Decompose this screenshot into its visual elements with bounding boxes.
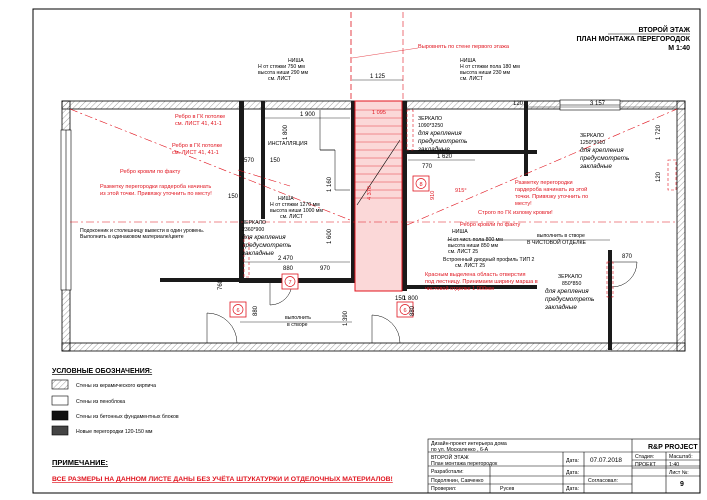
niche-3-ref: см. ЛИСТ — [280, 214, 303, 220]
tb-sheet-name-1: ВТОРОЙ ЭТАЖ — [431, 455, 469, 461]
dim-1125: 1 125 — [370, 74, 386, 80]
red-notes — [100, 44, 588, 292]
dim-970: 970 — [320, 266, 331, 272]
tb-developed-label: Разработали: — [431, 469, 464, 475]
note-roof-rib-2: Ребро кровли по факту — [460, 222, 521, 228]
room-tag-6a: 6 — [236, 308, 240, 314]
mirror-4-size: 850*850 — [562, 281, 582, 287]
wall-stair-right — [402, 101, 407, 291]
door-right — [612, 262, 637, 287]
legend-swatch-new — [52, 426, 68, 435]
dim-1800-a: 1 800 — [283, 124, 289, 140]
dim-880-c: 880 — [410, 305, 416, 316]
tb-sheet-label: Лист №: — [669, 470, 689, 476]
niche-1-ref: см. ЛИСТ — [268, 76, 291, 82]
note-wardrobe-2d: месту! — [515, 201, 532, 207]
niche-3-h: Н от стяжки 1270 мм — [270, 202, 320, 208]
note-heading: ПРИМЕЧАНИЕ: — [52, 458, 109, 467]
door-room-6-right — [372, 315, 400, 343]
tb-date-label-2: Дата: — [566, 470, 579, 476]
dim-1600: 1 600 — [327, 228, 333, 244]
niche-2-ref: см. ЛИСТ — [460, 76, 483, 82]
niche-1-h: Н от стяжки 750 мм — [258, 64, 305, 70]
mirror-2-size: 1250*3010 — [580, 140, 606, 146]
stair-opening-fill — [355, 101, 402, 291]
note-wardrobe-2a: Разметку перегородки — [515, 180, 573, 186]
mirror-1-size: 1090*3250 — [418, 123, 444, 129]
flush-label-1: выполнить в створе — [537, 233, 585, 239]
mirror-2-cap-1: для крепления — [580, 147, 624, 154]
flush-label-2: В ЧИСТОВОЙ ОТДЕЛКЕ — [527, 240, 587, 246]
note-strictly: Строго по ГК излому кровли! — [478, 210, 553, 216]
dim-150-c: 150 — [395, 296, 406, 302]
tb-sheet-name-2: План монтажа перегородок — [431, 461, 498, 467]
dim-1620: 1 620 — [437, 154, 453, 160]
tb-stage-value: ПРОЕКТ — [635, 462, 656, 468]
legend-swatch-brick — [52, 380, 68, 389]
dim-760: 760 — [218, 279, 224, 290]
dim-angle: 915° — [455, 188, 467, 194]
tb-company: R&P PROJECT — [648, 444, 698, 451]
note-opening-3: чистовой отделке 1 000мм — [425, 286, 494, 292]
niche-2-title: НИША — [460, 58, 476, 64]
tb-date-label-3: Дата: — [566, 486, 579, 492]
note-rib-2a: Ребро в ГК потолке — [172, 143, 223, 149]
tb-approved-label: Согласовал: — [588, 478, 618, 484]
sheet-scale: М 1:40 — [668, 45, 690, 52]
dim-1900: 1 900 — [300, 112, 316, 118]
mirror-3-cap-2: предусмотреть — [242, 242, 292, 249]
tb-date-label: Дата: — [566, 458, 579, 464]
legend-item-foam: Стены из пеноблока — [76, 399, 126, 405]
dim-150-b: 150 — [228, 194, 239, 200]
dim-870: 870 — [622, 254, 633, 260]
dim-880-a: 880 — [283, 266, 294, 272]
niche-4-title: НИША — [452, 229, 468, 235]
profile-note-1: Встроенный диодный профиль ТИП 2 — [443, 257, 535, 263]
dim-910: 910 — [430, 190, 436, 200]
flush-label-4: в створе — [287, 322, 308, 328]
dim-1720: 1 720 — [656, 124, 662, 140]
legend-swatch-concrete — [52, 411, 68, 420]
wall-bottom — [62, 343, 685, 351]
legend-swatch-foam — [52, 396, 68, 405]
niche-3-height: высота ниши 1000 мм — [270, 208, 323, 214]
sheet-title — [576, 25, 690, 52]
dim-880-b: 880 — [253, 305, 259, 316]
wall-stair-left — [351, 101, 355, 283]
legend-heading: УСЛОВНЫЕ ОБОЗНАЧЕНИЯ: — [52, 368, 153, 375]
tb-address: по ул. Москаленко , 6-А — [431, 447, 489, 453]
sill-note-2: Выполнить в одинаковом материале/цвете — [80, 234, 184, 240]
legend-item-new: Новые перегородки 120-150 мм — [76, 429, 153, 435]
sill-note-1: Подоконник и столешницу вывести в один уровень. — [80, 228, 205, 234]
dim-4370: 4 370 — [367, 186, 373, 200]
dim-1160: 1 160 — [327, 176, 333, 192]
dim-770: 770 — [422, 164, 433, 170]
niche-4-height: высота ниши 850 мм — [448, 243, 499, 249]
mirror-4-cap-2: предусмотреть — [545, 296, 595, 303]
wall-right-upper — [524, 101, 528, 176]
sheet-note — [52, 458, 393, 483]
dim-1390: 1 390 — [343, 310, 349, 326]
sheet-title-line1: ВТОРОЙ ЭТАЖ — [638, 27, 690, 34]
sill-note — [80, 228, 204, 240]
tb-stage-label: Стадия: — [635, 454, 655, 460]
note-wardrobe-2c: точки. Привязку уточнить по — [515, 194, 589, 200]
legend-item-brick: Стены из керамического кирпича — [76, 383, 156, 389]
tb-checker: Русев — [500, 486, 515, 492]
room-tag-7: 7 — [288, 280, 292, 286]
tb-date-value: 07.07.2018 — [590, 457, 622, 464]
mirror-3-title: ЗЕРКАЛО — [242, 220, 267, 226]
niche-2-h: Н от стяжки полa 180 мм — [460, 64, 520, 70]
tb-sheet-value: 9 — [680, 481, 684, 488]
mirror-4-title: ЗЕРКАЛО — [558, 274, 583, 280]
mirror-3-size: 2360*900 — [242, 227, 265, 233]
note-wardrobe-1b: из этой точки. Привязку уточнить по месту! — [100, 191, 212, 197]
note-wardrobe-1a: Разметку перегородки гардероба начинать — [100, 184, 212, 190]
dim-150-a: 150 — [270, 158, 281, 164]
niche-1-title: НИША — [288, 58, 304, 64]
note-rib-1a: Ребро в ГК потолке — [175, 114, 226, 120]
note-roof-rib-1: Ребро кровли по факту — [120, 169, 181, 175]
install-label: ИНСТАЛЛЯЦИЯ — [268, 141, 308, 147]
dim-3157: 3 157 — [590, 101, 606, 107]
tb-scale-label: Масштаб: — [669, 454, 693, 460]
mirror-4-cap-1: для крепления — [545, 288, 589, 295]
mirror-2-cap-2: предусмотреть — [580, 155, 630, 162]
tb-project: Дизайн-проект интерьера дома — [431, 441, 507, 447]
mirror-1-title: ЗЕРКАЛО — [418, 116, 443, 122]
mirror-1-cap-3: закладные — [418, 146, 450, 153]
wall-left-room-2 — [160, 278, 240, 282]
room-tag-6b: 6 — [403, 308, 407, 314]
room-tag-8: 8 — [419, 182, 423, 188]
tb-checked-label: Проверил: — [431, 486, 457, 492]
profile-note-2: см. ЛИСТ 25 — [455, 263, 486, 269]
niche-1-height: высота ниши 290 мм — [258, 70, 309, 76]
dim-1800-b: 1 800 — [403, 296, 419, 302]
flush-label-3: выполнить — [285, 315, 311, 321]
wall-right — [677, 101, 685, 351]
note-text: ВСЕ РАЗМЕРЫ НА ДАННОМ ЛИСТЕ ДАНЫ БЕЗ УЧЁТА ШТУКАТУРКИ И ОТДЕЛОЧНЫХ МАТЕРИАЛОВ! — [52, 476, 393, 483]
mirror-1-cap-1: для крепления — [418, 130, 462, 137]
note-align: Выровнять по стене первого этажа — [418, 44, 509, 50]
door-room-6-left — [207, 313, 237, 343]
mirror-1-cap-2: предусмотреть — [418, 138, 468, 145]
niche-4-ref: см. ЛИСТ 25 — [448, 249, 479, 255]
note-rib-1b: см. ЛИСТ 41, 41-1 — [175, 121, 222, 127]
wall-right-pier — [608, 250, 612, 350]
sheet-title-line2: ПЛАН МОНТАЖА ПЕРЕГОРОДОК — [576, 36, 690, 43]
dim-120-b: 120 — [656, 171, 662, 182]
dim-1095: 1 095 — [372, 110, 386, 116]
stair-opening — [320, 101, 402, 291]
mirror-2-cap-3: закладные — [580, 163, 612, 170]
dim-2470: 2 470 — [278, 256, 294, 262]
mirror-3-cap-3: закладные — [242, 250, 274, 257]
mirror-4-cap-3: закладные — [545, 304, 577, 311]
note-opening-2: под лестницу. Принимаем ширину марша в — [425, 279, 538, 285]
legend — [52, 368, 179, 435]
legend-item-concrete: Стены из бетонных фундаментных блоков — [76, 414, 179, 420]
tb-developers: Подолянин, Савченко — [431, 478, 484, 484]
niche-4-h: Н от чист. пола 800 мм — [448, 237, 503, 243]
tb-scale-value: 1:40 — [669, 462, 680, 468]
niche-3-title: НИША — [278, 196, 294, 202]
mirror-3-cap-1: для крепления — [242, 234, 286, 241]
note-rib-2b: см. ЛИСТ 41, 41-1 — [172, 150, 219, 156]
note-opening-1: Красным выделена область отверстия — [425, 272, 526, 278]
dim-570: 570 — [244, 158, 255, 164]
note-wardrobe-2b: гардероба начинать из этой — [515, 187, 588, 193]
dim-120-a: 120 — [513, 101, 524, 107]
wall-left-room — [261, 101, 265, 219]
niche-2-height: высота ниши 230 мм — [460, 70, 511, 76]
mirror-2-title: ЗЕРКАЛО — [580, 133, 605, 139]
